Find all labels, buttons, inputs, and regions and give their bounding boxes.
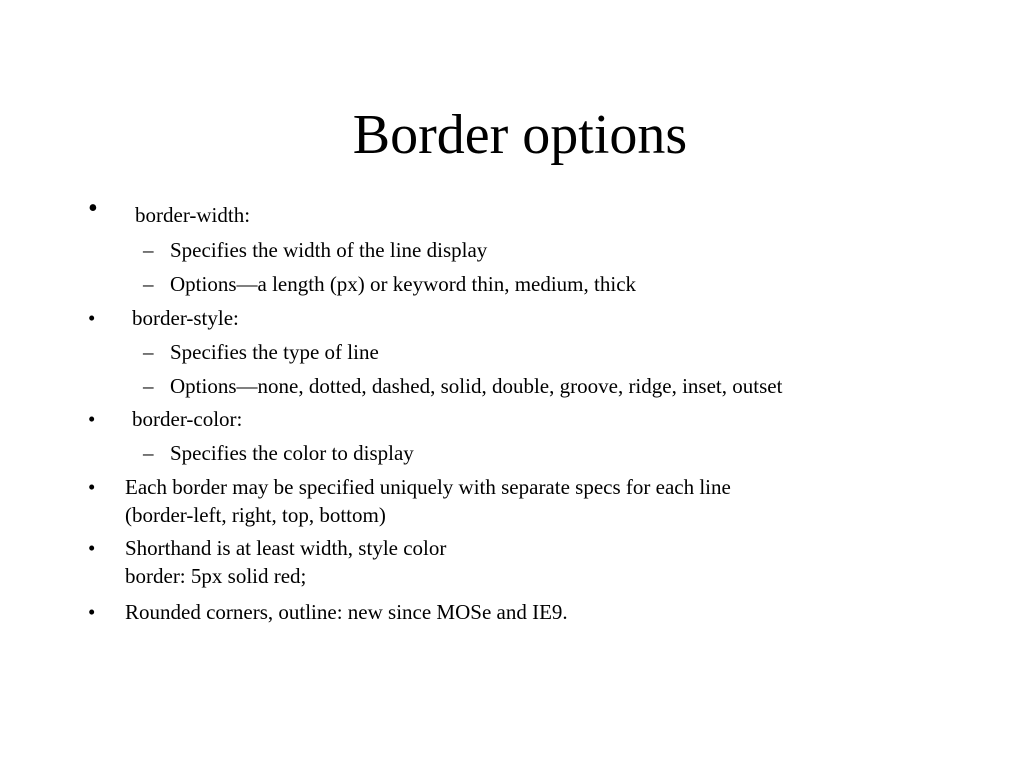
bullet-marker: • [88, 475, 96, 499]
sub-item-text: Options—none, dotted, dashed, solid, double, groove, ridge, inset, outset [170, 374, 783, 398]
bullet-text-line2: border: 5px solid red; [125, 564, 307, 588]
bullet-text-line1: Each border may be specified uniquely with separate specs for each line [125, 475, 731, 499]
dash-marker: – [143, 340, 154, 364]
sub-item-text: Specifies the color to display [170, 441, 414, 465]
dash-marker: – [143, 374, 154, 398]
dash-marker: – [143, 272, 154, 296]
slide-title: Border options [352, 104, 688, 166]
bullet-marker: • [88, 306, 96, 330]
bullet-text-line2: (border-left, right, top, bottom) [125, 503, 386, 527]
bullet-marker: • [88, 600, 96, 624]
bullet-text: border-style: [132, 306, 239, 330]
sub-item-text: Specifies the type of line [170, 340, 379, 364]
bullet-text: border-color: [132, 407, 243, 431]
dash-marker: – [143, 441, 154, 465]
bullet-marker: • [88, 536, 96, 560]
bullet-text-line1: Shorthand is at least width, style color [125, 536, 447, 560]
bullet-text: border-width: [135, 203, 251, 227]
sub-item-text: Specifies the width of the line display [170, 238, 488, 262]
bullet-text: Rounded corners, outline: new since MOSe and IE9. [125, 600, 568, 624]
bullet-marker: • [88, 193, 98, 224]
sub-item-text: Options—a length (px) or keyword thin, medium, thick [170, 272, 637, 296]
dash-marker: – [143, 238, 154, 262]
bullet-marker: • [88, 407, 96, 431]
